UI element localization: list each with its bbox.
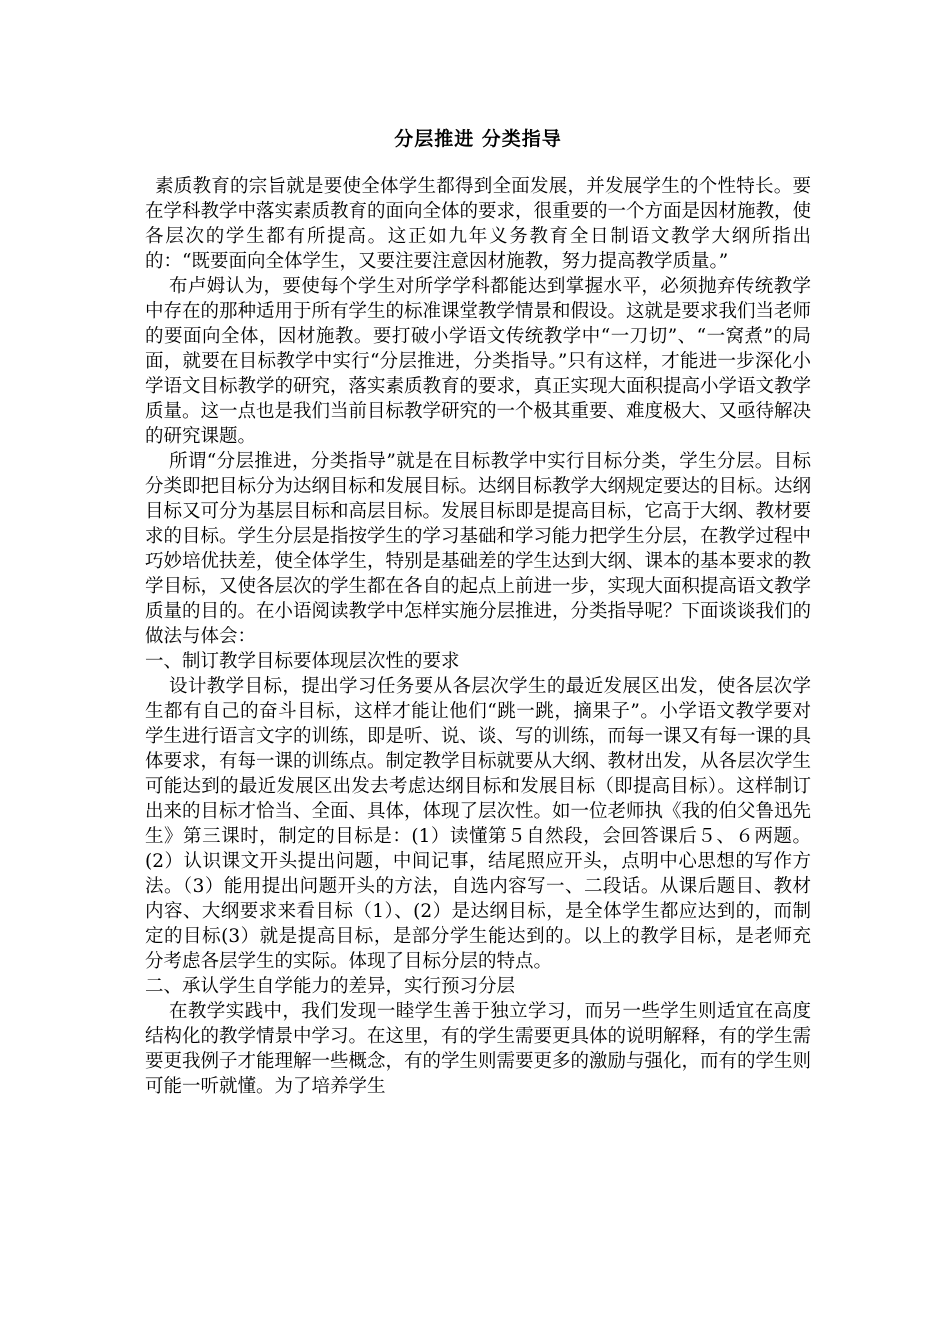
paragraph: 在教学实践中，我们发现一睦学生善于独立学习，而另一些学生则适宜在高度结构化的教学情景中学习。在这里，有的学生需要更具体的说明解释，有的学生需要更我例子才能理解一些概念，有的学生则需要更多的激励与强化，而有的学生则可能一听就懂。为了培养学生 bbox=[145, 1001, 812, 1097]
paragraph: 素质教育的宗旨就是要使全体学生都得到全面发展，并发展学生的个性特长。要在学科教学中落实素质教育的面向全体的要求，很重要的一个方面是因材施教，使各层次的学生都有所提高。这正如九年义务教育全日制语文教学大纲所指出的：“既要面向全体学生，又要注要注意因材施教，努力提高教学质量。” bbox=[145, 176, 812, 272]
document-page bbox=[145, 128, 811, 1099]
document-title: 分层推进 分类指导 bbox=[394, 128, 562, 150]
paragraph: 所谓“分层推进，分类指导”就是在目标教学中实行目标分类，学生分层。目标分类即把目标分为达纲目标和发展目标。达纲目标教学大纲规定要达的目标。达纲目标又可分为基层目标和高层目标。发展目标即是提高目标，它高于大纲、教材要求的目标。学生分层是指按学生的学习基础和学习能力把学生分层，在教学过程中巧妙培优扶差，使全体学生，特别是基础差的学生达到大纲、课本的基本要求的教学目标，又使各层次的学生都在各自的起点上前进一步，实现大面积提高语文教学质量的目的。在小语阅读教学中怎样实施分层推进，分类指导呢？下面谈谈我们的做法与体会： bbox=[145, 451, 812, 647]
paragraph: 布卢姆认为，要使每个学生对所学学科都能达到掌握水平，必须抛弃传统教学中存在的那种适用于所有学生的标准课堂教学情景和假设。这就是要求我们当老师的要面向全体，因材施教。要打破小学语文传统教学中“一刀切”、“一窝煮”的局面，就要在目标教学中实行“分层推进，分类指导。”只有这样，才能进一步深化小学语文目标教学的研究，落实素质教育的要求，真正实现大面积提高小学语文教学质量。这一点也是我们当前目标教学研究的一个极其重要、难度极大、又亟待解决的研究课题。 bbox=[145, 276, 812, 447]
paragraph: 设计教学目标，提出学习任务要从各层次学生的最近发展区出发，使各层次学生都有自己的奋斗目标，这样才能让他们“跳一跳，摘果子”。小学语文教学要对学生进行语言文字的训练，即是听、说、谈、写的训练，而每一课又有每一课的具体要求，有每一课的训练点。制定教学目标就要从大纲、教材出发，从各层次学生可能达到的最近发展区出发去考虑达纲目标和发展目标（即提高目标）。这样制订出来的目标才恰当、全面、具体，体现了层次性。如一位老师执《我的伯父鲁迅先生》第三课时，制定的目标是：(1）读懂第５自然段，会回答课后５、６两题。(2）认识课文开头提出问题，中间记事，结尾照应开头，点明中心思想的写作方法。（3）能用提出问题开头的方法，自选内容写一、二段话。从课后题目、教材内容、大纲要求来看目标（1）、(2）是达纲目标，是全体学生都应达到的，而制定的目标(3）就是提高目标，是部分学生能达到的。以上的教学目标，是老师充分考虑各层学生的实际。体现了目标分层的特点。 bbox=[145, 676, 812, 972]
section-heading: 一、制订教学目标要体现层次性的要求 bbox=[145, 651, 460, 672]
section-heading: 二、承认学生自学能力的差异，实行预习分层 bbox=[145, 976, 516, 997]
document-body bbox=[145, 174, 811, 1099]
